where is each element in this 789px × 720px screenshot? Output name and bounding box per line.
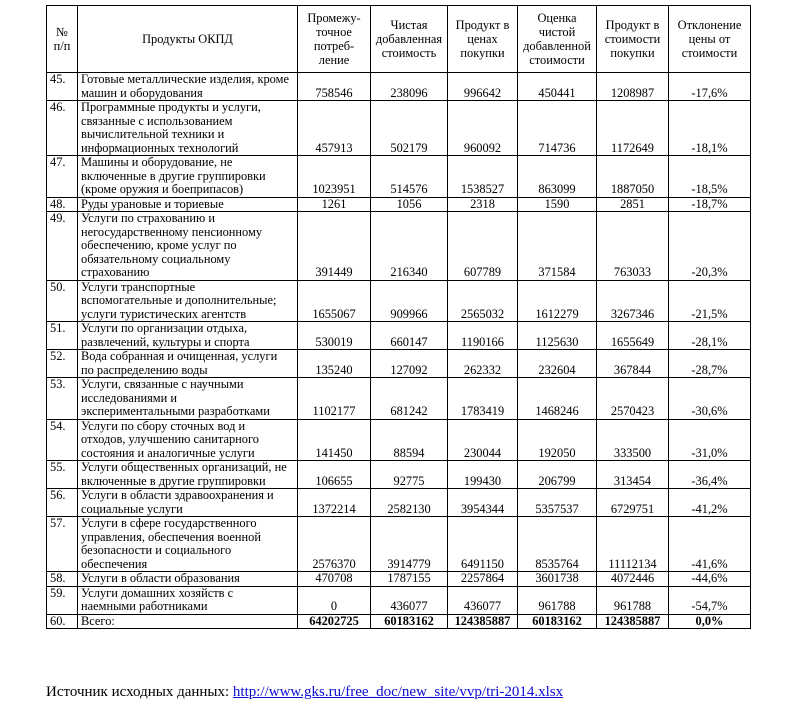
row-purchase-price: 436077 <box>448 586 518 614</box>
row-net-value: 3914779 <box>371 517 448 572</box>
row-purchase-price: 124385887 <box>448 614 518 629</box>
row-net-value: 92775 <box>371 461 448 489</box>
row-net-value: 660147 <box>371 322 448 350</box>
row-product-name: Услуги домашних хозяйств с наемными работниками <box>78 586 298 614</box>
row-intermediate: 1102177 <box>298 378 371 420</box>
row-purchase-price: 960092 <box>448 101 518 156</box>
row-number: 58. <box>47 572 78 587</box>
row-net-estimate: 232604 <box>518 350 597 378</box>
row-product-name: Вода собранная и очищенная, услуги по распределению воды <box>78 350 298 378</box>
table-row <box>47 461 751 489</box>
table-row <box>47 378 751 420</box>
row-purchase-price: 2565032 <box>448 280 518 322</box>
row-deviation: -30,6% <box>669 378 751 420</box>
row-purchase-value: 11112134 <box>597 517 669 572</box>
row-intermediate: 391449 <box>298 212 371 281</box>
row-purchase-value: 313454 <box>597 461 669 489</box>
row-purchase-value: 6729751 <box>597 489 669 517</box>
table-row <box>47 197 751 212</box>
header-net-value: Чистая добавленная стоимость <box>371 6 448 73</box>
row-net-value: 238096 <box>371 73 448 101</box>
table-header-row <box>47 6 751 73</box>
row-deviation: -20,3% <box>669 212 751 281</box>
row-net-value: 436077 <box>371 586 448 614</box>
row-purchase-value: 4072446 <box>597 572 669 587</box>
row-net-estimate: 206799 <box>518 461 597 489</box>
row-product-name: Всего: <box>78 614 298 629</box>
row-number: 52. <box>47 350 78 378</box>
row-net-estimate: 961788 <box>518 586 597 614</box>
row-net-value: 216340 <box>371 212 448 281</box>
row-net-estimate: 714736 <box>518 101 597 156</box>
row-intermediate: 530019 <box>298 322 371 350</box>
row-net-value: 502179 <box>371 101 448 156</box>
table-row <box>47 101 751 156</box>
row-net-estimate: 1125630 <box>518 322 597 350</box>
row-purchase-price: 6491150 <box>448 517 518 572</box>
row-number: 47. <box>47 156 78 198</box>
row-purchase-value: 2570423 <box>597 378 669 420</box>
row-number: 49. <box>47 212 78 281</box>
row-deviation: -17,6% <box>669 73 751 101</box>
row-intermediate: 135240 <box>298 350 371 378</box>
row-intermediate: 0 <box>298 586 371 614</box>
row-purchase-price: 262332 <box>448 350 518 378</box>
row-product-name: Услуги общественных организаций, не включенные в другие группировки <box>78 461 298 489</box>
row-net-estimate: 5357537 <box>518 489 597 517</box>
row-net-estimate: 371584 <box>518 212 597 281</box>
row-deviation: -36,4% <box>669 461 751 489</box>
row-purchase-price: 607789 <box>448 212 518 281</box>
row-intermediate: 457913 <box>298 101 371 156</box>
row-purchase-value: 763033 <box>597 212 669 281</box>
row-intermediate: 470708 <box>298 572 371 587</box>
table-row <box>47 586 751 614</box>
row-purchase-value: 333500 <box>597 419 669 461</box>
row-product-name: Услуги, связанные с научными исследованиями и экспериментальными разработками <box>78 378 298 420</box>
row-intermediate: 141450 <box>298 419 371 461</box>
row-purchase-price: 199430 <box>448 461 518 489</box>
row-deviation: -18,1% <box>669 101 751 156</box>
row-purchase-value: 124385887 <box>597 614 669 629</box>
row-purchase-value: 367844 <box>597 350 669 378</box>
row-product-name: Услуги транспортные вспомогательные и дополнительные; услуги туристических агентств <box>78 280 298 322</box>
row-product-name: Готовые металлические изделия, кроме машин и оборудования <box>78 73 298 101</box>
row-product-name: Услуги в области образования <box>78 572 298 587</box>
row-deviation: -18,5% <box>669 156 751 198</box>
row-intermediate: 1655067 <box>298 280 371 322</box>
row-net-estimate: 192050 <box>518 419 597 461</box>
header-product: Продукты ОКПД <box>78 6 298 73</box>
row-intermediate: 106655 <box>298 461 371 489</box>
row-deviation: -41,2% <box>669 489 751 517</box>
row-purchase-price: 230044 <box>448 419 518 461</box>
row-product-name: Программные продукты и услуги, связанные с использованием вычислительной техники и информационных технологий <box>78 101 298 156</box>
row-purchase-price: 1190166 <box>448 322 518 350</box>
row-net-estimate: 863099 <box>518 156 597 198</box>
row-intermediate: 1372214 <box>298 489 371 517</box>
row-net-value: 909966 <box>371 280 448 322</box>
row-net-estimate: 1612279 <box>518 280 597 322</box>
row-net-estimate: 450441 <box>518 73 597 101</box>
header-purchase-value: Продукт в стоимости покупки <box>597 6 669 73</box>
row-intermediate: 1023951 <box>298 156 371 198</box>
row-purchase-price: 2318 <box>448 197 518 212</box>
row-deviation: -18,7% <box>669 197 751 212</box>
row-intermediate: 1261 <box>298 197 371 212</box>
row-number: 46. <box>47 101 78 156</box>
row-number: 50. <box>47 280 78 322</box>
row-purchase-value: 3267346 <box>597 280 669 322</box>
row-product-name: Услуги по страхованию и негосударственному пенсионному обеспечению, кроме услуг по обязательному социальному страхованию <box>78 212 298 281</box>
row-intermediate: 64202725 <box>298 614 371 629</box>
source-link[interactable]: http://www.gks.ru/free_doc/new_site/vvp/tri-2014.xlsx <box>232 684 564 700</box>
header-net-estimate: Оценка чистой добавленной стоимости <box>518 6 597 73</box>
row-purchase-value: 2851 <box>597 197 669 212</box>
header-num: № п/п <box>47 6 78 73</box>
row-deviation: -54,7% <box>669 586 751 614</box>
row-number: 51. <box>47 322 78 350</box>
header-intermediate: Промежу- точное потреб- ление <box>298 6 371 73</box>
row-product-name: Услуги в сфере государственного управления, обеспечения военной безопасности и социального обеспечения <box>78 517 298 572</box>
row-net-value: 514576 <box>371 156 448 198</box>
row-deviation: -28,7% <box>669 350 751 378</box>
row-number: 59. <box>47 586 78 614</box>
row-number: 60. <box>47 614 78 629</box>
table-row <box>47 350 751 378</box>
row-number: 55. <box>47 461 78 489</box>
row-purchase-price: 1783419 <box>448 378 518 420</box>
row-purchase-value: 961788 <box>597 586 669 614</box>
row-purchase-value: 1208987 <box>597 73 669 101</box>
table-row <box>47 322 751 350</box>
row-deviation: 0,0% <box>669 614 751 629</box>
row-number: 57. <box>47 517 78 572</box>
row-product-name: Услуги по организации отдыха, развлечений, культуры и спорта <box>78 322 298 350</box>
row-deviation: -28,1% <box>669 322 751 350</box>
row-purchase-value: 1655649 <box>597 322 669 350</box>
row-intermediate: 2576370 <box>298 517 371 572</box>
row-net-estimate: 60183162 <box>518 614 597 629</box>
row-net-value: 127092 <box>371 350 448 378</box>
row-intermediate: 758546 <box>298 73 371 101</box>
row-purchase-price: 1538527 <box>448 156 518 198</box>
table-row <box>47 212 751 281</box>
row-number: 56. <box>47 489 78 517</box>
table-row <box>47 156 751 198</box>
row-purchase-price: 996642 <box>448 73 518 101</box>
row-net-value: 1056 <box>371 197 448 212</box>
row-net-value: 60183162 <box>371 614 448 629</box>
row-net-value: 88594 <box>371 419 448 461</box>
row-deviation: -44,6% <box>669 572 751 587</box>
row-net-estimate: 8535764 <box>518 517 597 572</box>
row-net-estimate: 3601738 <box>518 572 597 587</box>
source-label: Источник исходных данных: <box>46 684 233 700</box>
table-row <box>47 489 751 517</box>
row-purchase-price: 3954344 <box>448 489 518 517</box>
row-number: 53. <box>47 378 78 420</box>
row-deviation: -21,5% <box>669 280 751 322</box>
row-deviation: -41,6% <box>669 517 751 572</box>
row-number: 54. <box>47 419 78 461</box>
header-deviation: Отклонение цены от стоимости <box>669 6 751 73</box>
row-product-name: Руды урановые и ториевые <box>78 197 298 212</box>
table-total-row <box>47 614 751 629</box>
row-product-name: Машины и оборудование, не включенные в другие группировки (кроме оружия и боеприпасов) <box>78 156 298 198</box>
row-deviation: -31,0% <box>669 419 751 461</box>
table-row <box>47 572 751 587</box>
row-net-estimate: 1590 <box>518 197 597 212</box>
table-row <box>47 517 751 572</box>
row-number: 48. <box>47 197 78 212</box>
row-purchase-price: 2257864 <box>448 572 518 587</box>
table-row <box>47 419 751 461</box>
table-row <box>47 73 751 101</box>
row-number: 45. <box>47 73 78 101</box>
row-net-estimate: 1468246 <box>518 378 597 420</box>
data-table <box>46 5 751 629</box>
source-note <box>46 684 563 701</box>
row-net-value: 1787155 <box>371 572 448 587</box>
row-purchase-value: 1172649 <box>597 101 669 156</box>
row-product-name: Услуги по сбору сточных вод и отходов, улучшению санитарного состояния и аналогичные услуги <box>78 419 298 461</box>
row-net-value: 681242 <box>371 378 448 420</box>
row-net-value: 2582130 <box>371 489 448 517</box>
row-product-name: Услуги в области здравоохранения и социальные услуги <box>78 489 298 517</box>
header-purchase-price: Продукт в ценах покупки <box>448 6 518 73</box>
row-purchase-value: 1887050 <box>597 156 669 198</box>
table-row <box>47 280 751 322</box>
